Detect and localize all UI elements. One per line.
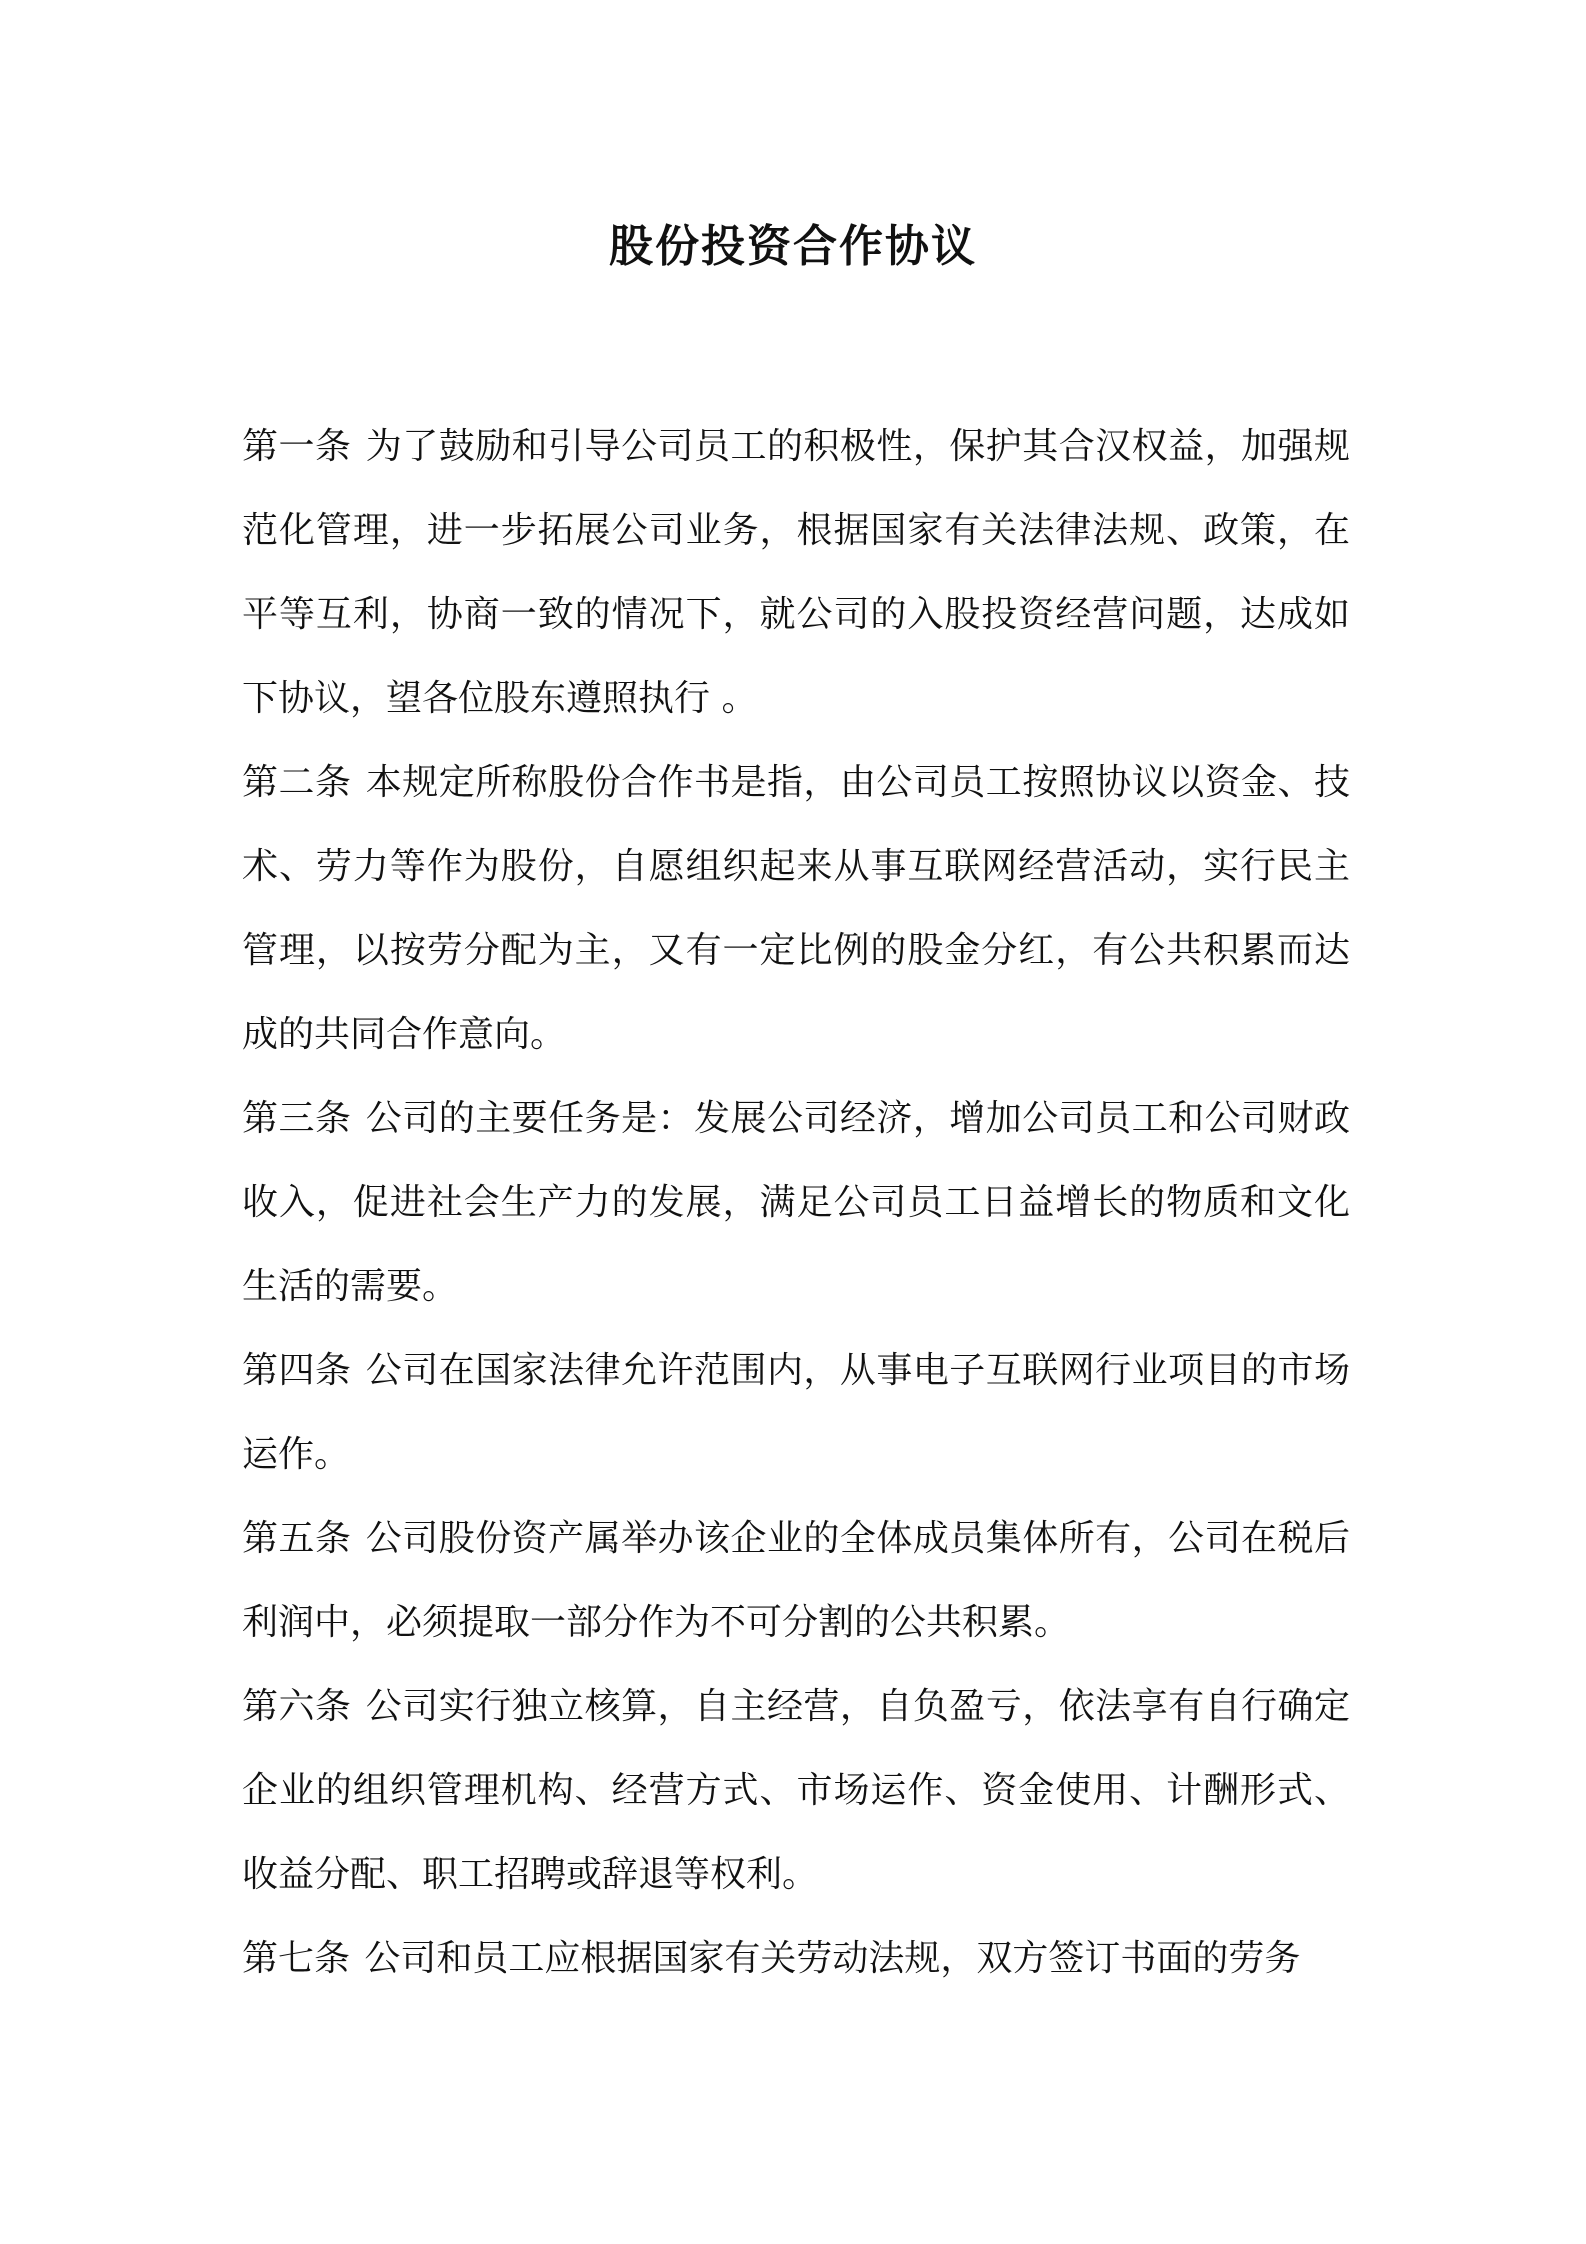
article-6 <box>242 1665 1350 1917</box>
document-title: 股份投资合作协议 <box>609 221 977 272</box>
article-3 <box>242 1077 1350 1329</box>
article-text: 本规定所称股份合作书是指，由公司员工按照协议以资金、技术、劳力等作为股份，自愿组织起来从事互联网经营活动，实行民主管理，以按劳分配为主，又有一定比例的股金分红，有公共积累而达成的共同合作意向。 <box>242 762 1350 1055</box>
article-text: 公司实行独立核算，自主经营，自负盈亏，依法享有自行确定企业的组织管理机构、经营方式、市场运作、资金使用、计酬形式、收益分配、职工招聘或辞退等权利。 <box>242 1686 1350 1895</box>
article-text: 公司的主要任务是：发展公司经济，增加公司员工和公司财政收入，促进社会生产力的发展，满足公司员工日益增长的物质和文化生活的需要。 <box>242 1098 1350 1307</box>
article-number: 第六条 <box>242 1686 352 1727</box>
article-number: 第二条 <box>242 762 352 803</box>
article-2 <box>242 741 1350 1077</box>
article-text: 为了鼓励和引导公司员工的积极性，保护其合汉权益，加强规范化管理，进一步拓展公司业务，根据国家有关法律法规、政策，在平等互利，协商一致的情况下，就公司的入股投资经营问题，达成如下协议，望各位股东遵照执行 。 <box>242 426 1350 719</box>
article-7 <box>242 1917 1350 2001</box>
article-number: 第一条 <box>242 426 352 467</box>
article-text: 公司股份资产属举办该企业的全体成员集体所有，公司在税后利润中，必须提取一部分作为不可分割的公共积累。 <box>242 1518 1350 1643</box>
article-text: 公司和员工应根据国家有关劳动法规，双方签订书面的劳务 <box>364 1938 1301 1979</box>
article-4 <box>242 1329 1350 1497</box>
article-1 <box>242 405 1350 741</box>
article-5 <box>242 1497 1350 1665</box>
article-text: 公司在国家法律允许范围内，从事电子互联网行业项目的市场运作。 <box>242 1350 1350 1475</box>
article-number: 第三条 <box>242 1098 352 1139</box>
document-body <box>242 405 1350 2001</box>
article-number: 第五条 <box>242 1518 352 1559</box>
article-number: 第七条 <box>242 1938 351 1979</box>
article-number: 第四条 <box>242 1350 352 1391</box>
